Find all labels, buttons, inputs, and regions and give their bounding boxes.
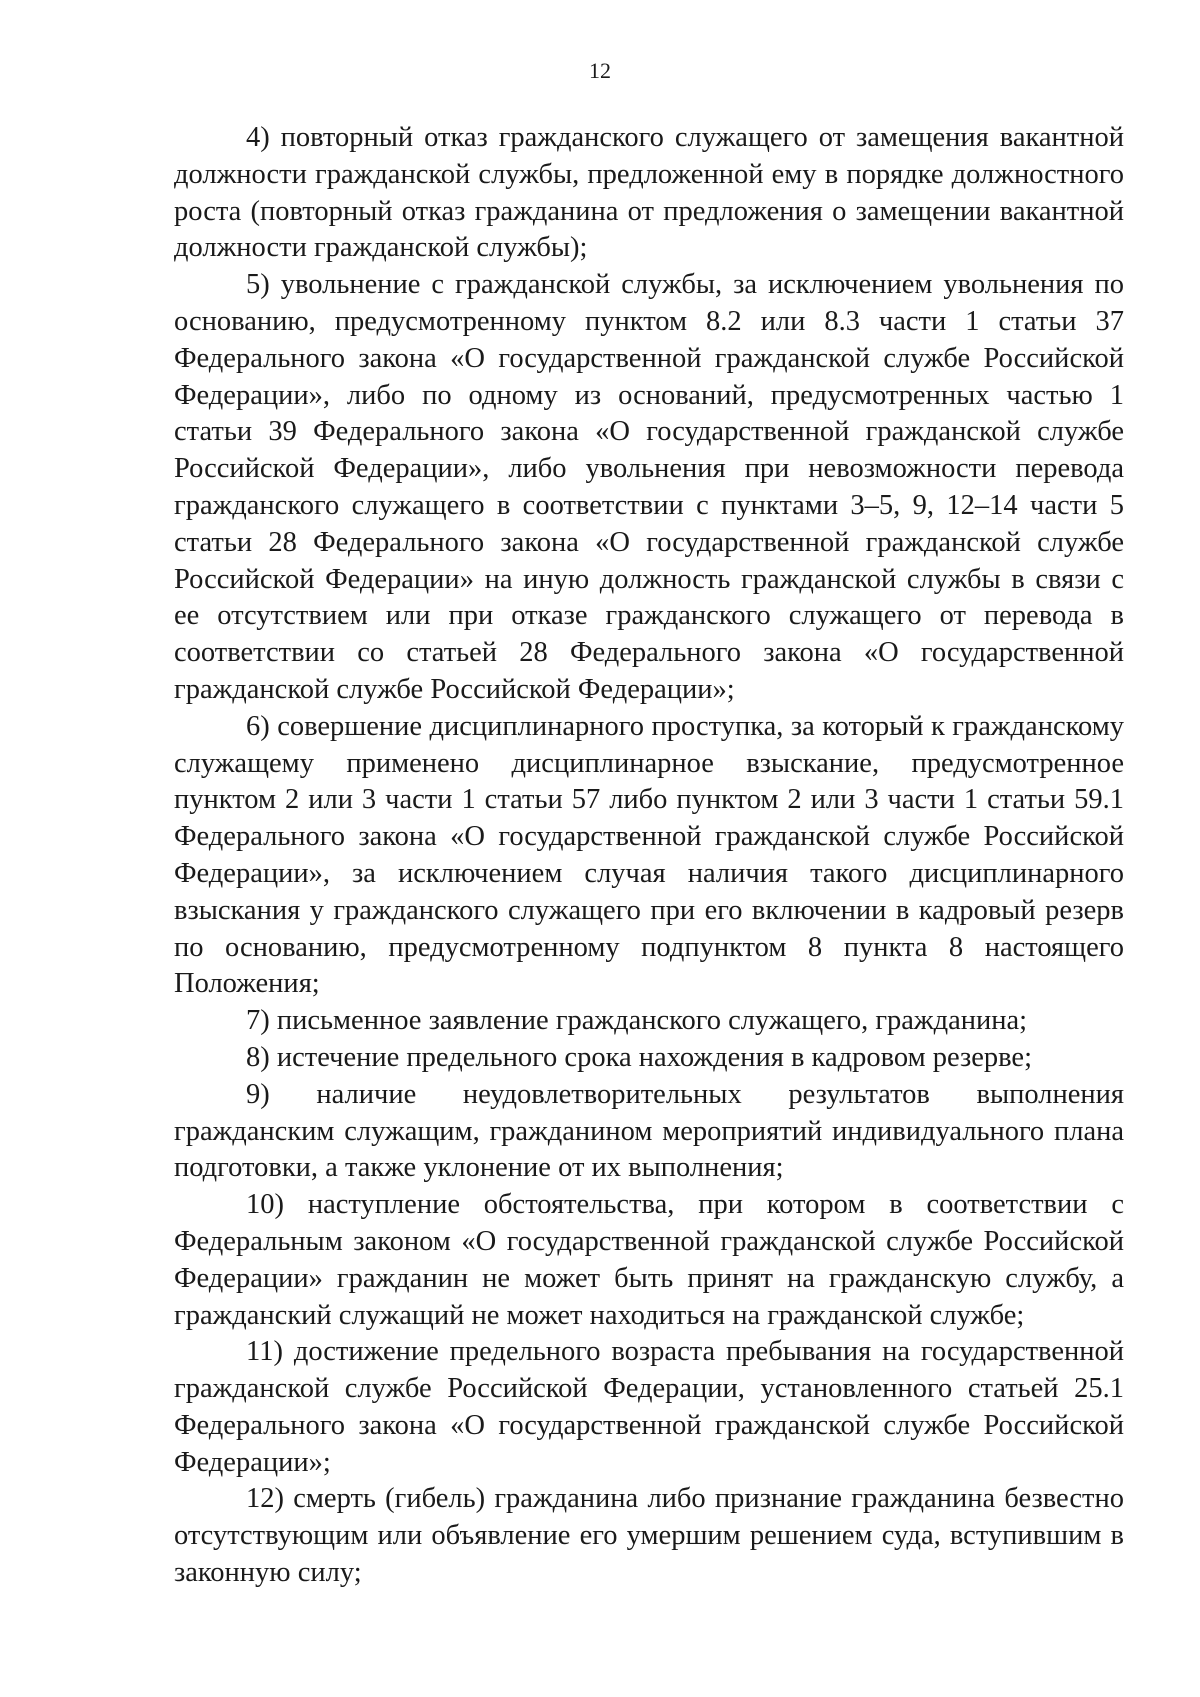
list-item-7: 7) письменное заявление гражданского служащего, гражданина; xyxy=(246,1005,1028,1037)
list-item-12: 12) смерть (гибель) гражданина либо признание гражданина безвестно отсутствующим или объявление его умершим решением суда, вступившим в законную силу; xyxy=(174,1483,1124,1589)
list-item-4: 4) повторный отказ гражданского служащего от замещения вакантной должности гражданской службы, предложенной ему в порядке должностного роста (повторный отказ гражданина от предложения о замещении вакантной должности гражданской службы); xyxy=(174,122,1124,264)
document-body xyxy=(174,120,1124,1592)
list-item-6: 6) совершение дисциплинарного проступка, за который к гражданскому служащему применено дисциплинарное взыскание, предусмотренное пунктом 2 или 3 части 1 статьи 57 либо пунктом 2 или 3 части 1 статьи 59.1 Федерального закона «О государственной гражданской службе Российской Федерации», за исключением случая наличия такого дисциплинарного взыскания у гражданского служащего при его включении в кадровый резерв по основанию, предусмотренному подпунктом 8 пункта 8 настоящего Положения; xyxy=(174,710,1124,1000)
page-number: 12 xyxy=(589,58,611,83)
list-item-5: 5) увольнение с гражданской службы, за исключением увольнения по основанию, предусмотренному пунктом 8.2 или 8.3 части 1 статьи 37 Федерального закона «О государственной гражданской службе Российской Федерации», либо по одному из оснований, предусмотренных частью 1 статьи 39 Федерального закона «О государственной гражданской службе Российской Федерации», либо увольнения при невозможности перевода гражданского служащего в соответствии с пунктами 3–5, 9, 12–14 части 5 статьи 28 Федерального закона «О государственной гражданской службе Российской Федерации» на иную должность гражданской службы в связи с ее отсутствием или при отказе гражданского служащего от перевода в соответствии со статьей 28 Федерального закона «О государственной гражданской службе Российской Федерации»; xyxy=(174,269,1124,705)
list-item-8: 8) истечение предельного срока нахождения в кадровом резерве; xyxy=(246,1041,1032,1073)
list-item-9: 9) наличие неудовлетворительных результатов выполнения гражданским служащим, гражданином мероприятий индивидуального плана подготовки, а также уклонение от их выполнения; xyxy=(174,1078,1124,1184)
list-item-11: 11) достижение предельного возраста пребывания на государственной гражданской службе Российской Федерации, установленного статьей 25.1 Федерального закона «О государственной гражданской службе Российской Федерации»; xyxy=(174,1336,1124,1478)
list-item-10: 10) наступление обстоятельства, при котором в соответствии с Федеральным законом «О государственной гражданской службе Российской Федерации» гражданин не может быть принят на гражданскую службу, а гражданский служащий не может находиться на гражданской службе; xyxy=(174,1189,1124,1331)
